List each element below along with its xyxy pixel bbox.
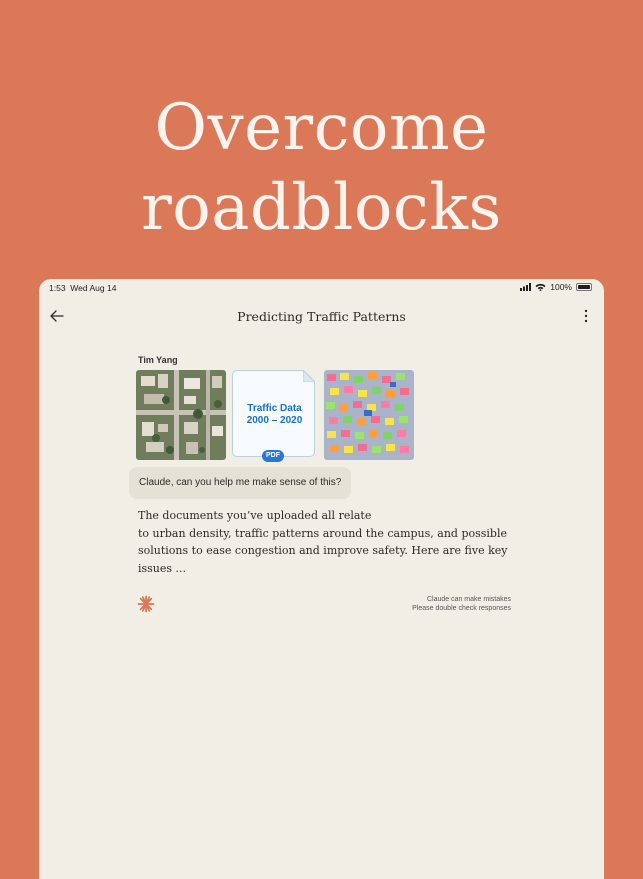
attachments (136, 370, 418, 465)
pdf-badge: PDF (262, 450, 284, 462)
claude-logo-icon (137, 595, 155, 613)
pdf-title-line-1: Traffic Data (247, 403, 302, 414)
reply-line: to urban density, traffic patterns around the campus, and possible (138, 526, 507, 540)
device-screen (39, 279, 604, 879)
signal-icon (520, 283, 531, 291)
more-vertical-icon (584, 309, 588, 323)
wifi-icon (535, 283, 546, 291)
battery-percent: 100% (550, 282, 572, 292)
sticky-notes-image[interactable] (324, 370, 414, 460)
assistant-reply (138, 507, 508, 577)
reply-line: The documents you’ve uploaded all relate (138, 509, 372, 522)
more-options-button[interactable] (578, 306, 594, 326)
conversation-header (39, 303, 604, 329)
status-indicators (520, 282, 592, 292)
pdf-title (233, 403, 316, 427)
sticky-notes-photo (324, 370, 414, 460)
battery-icon (576, 283, 592, 291)
disclaimer-line-1: Claude can make mistakes (426, 596, 511, 603)
disclaimer-line-2: Please double check responses (412, 605, 511, 612)
sender-name: Tim Yang (138, 355, 178, 365)
pdf-fold-icon (303, 370, 315, 382)
headline-line-2: roadblocks (141, 171, 502, 245)
pdf-attachment[interactable] (232, 370, 315, 457)
status-date: Wed Aug 14 (70, 283, 117, 293)
reply-line: solutions to ease congestion and improve safety. Here are five key (138, 544, 508, 558)
headline-line-1: Overcome (154, 91, 489, 165)
user-message-bubble: Claude, can you help me make sense of this? (129, 467, 351, 499)
aerial-campus-photo (136, 370, 226, 460)
reply-line: issues ... (138, 561, 187, 575)
status-time: 1:53 (49, 283, 66, 293)
conversation-title: Predicting Traffic Patterns (237, 309, 406, 324)
status-bar (39, 279, 604, 299)
pdf-title-line-2: 2000 – 2020 (246, 415, 303, 426)
headline (0, 88, 643, 248)
disclaimer (412, 595, 511, 613)
status-time-date (49, 283, 116, 293)
aerial-campus-image[interactable] (136, 370, 226, 460)
